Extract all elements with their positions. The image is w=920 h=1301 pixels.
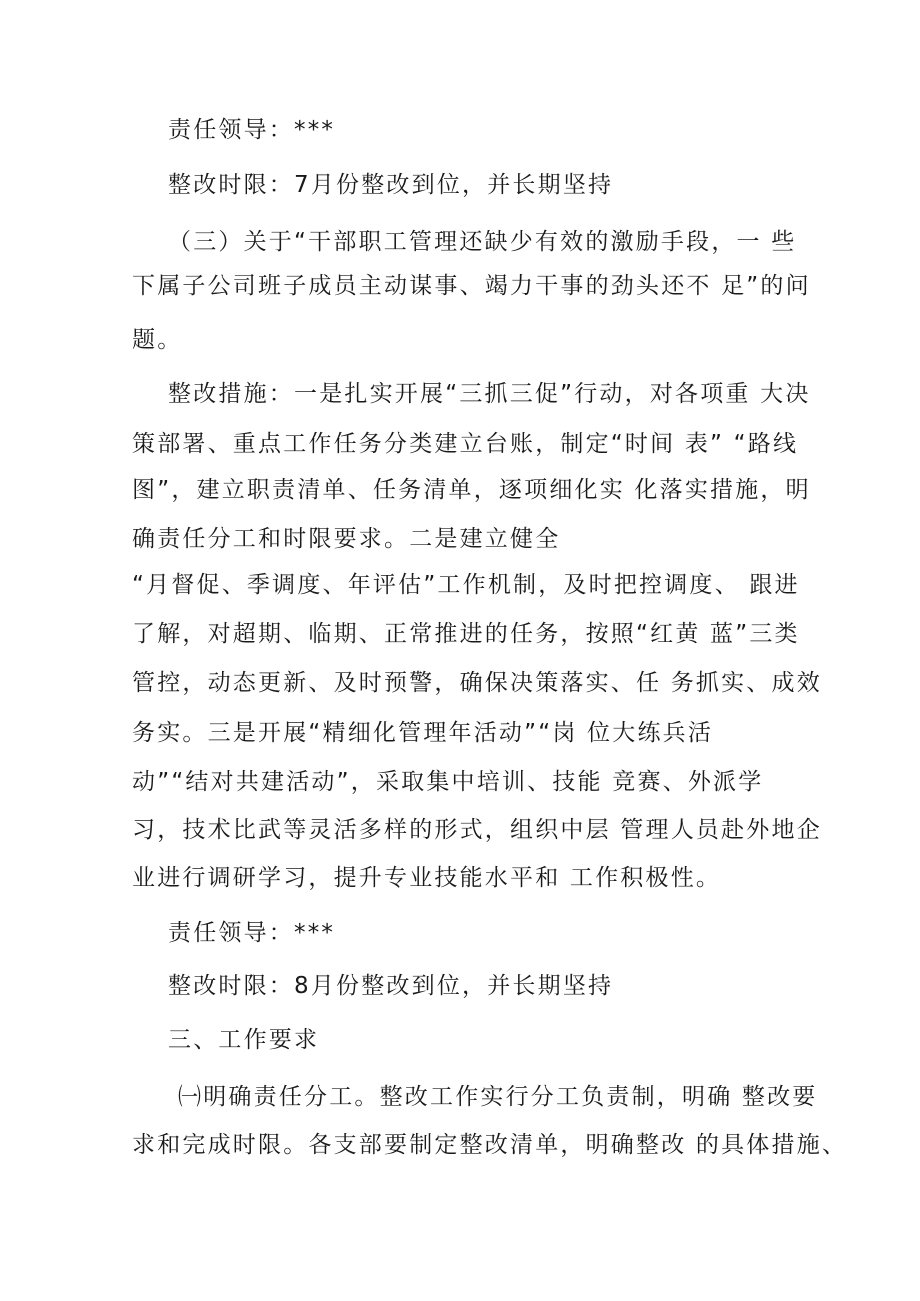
requirements-line-1: ㈠明确责任分工。整改工作实行分工负责制，明确 整改要 bbox=[178, 1084, 818, 1110]
deadline-2: 整改时限：8月份整改到位，并长期坚持 bbox=[168, 973, 614, 999]
measures-line-11: 业进行调研学习，提升专业技能水平和 工作积极性。 bbox=[132, 865, 722, 891]
section-3-heading-line-2: 下属子公司班子成员主动谋事、竭力干事的劲头还不 足”的问 bbox=[132, 273, 811, 299]
measures-line-4: 确责任分工和时限要求。二是建立健全 bbox=[132, 526, 561, 552]
measures-line-8: 务实。三是开展“精细化管理年活动”“岗 位大练兵活 bbox=[132, 720, 714, 746]
measures-line-1: 整改措施：一是扎实开展“三抓三促”行动，对各项重 大决 bbox=[168, 381, 811, 407]
measures-line-9: 动”“结对共建活动”，采取集中培训、技能 竞赛、外派学 bbox=[132, 769, 764, 795]
responsible-leader-1: 责任领导：*** bbox=[168, 117, 336, 143]
measures-line-3: 图”，建立职责清单、任务清单，逐项细化实 化落实措施，明 bbox=[132, 477, 811, 503]
measures-line-5: “月督促、季调度、年评估”工作机制，及时把控调度、 跟进 bbox=[132, 572, 800, 598]
measures-line-6: 了解，对超期、临期、正常推进的任务，按照“红黄 蓝”三类 bbox=[132, 621, 800, 647]
measures-line-2: 策部署、重点工作任务分类建立台账，制定“时间 表” “路线 bbox=[132, 431, 799, 457]
section-three-heading: 三、工作要求 bbox=[168, 1027, 320, 1053]
measures-line-7: 管控，动态更新、及时预警，确保决策落实、任 务抓实、成效 bbox=[132, 670, 822, 696]
measures-line-10: 习，技术比武等灵活多样的形式，组织中层 管理人员赴外地企 bbox=[132, 817, 822, 843]
requirements-line-2: 求和完成时限。各支部要制定整改清单，明确整改 的具体措施、 bbox=[132, 1132, 848, 1158]
section-3-heading-line-3: 题。 bbox=[132, 327, 183, 353]
deadline-1: 整改时限：7月份整改到位，并长期坚持 bbox=[168, 172, 614, 198]
responsible-leader-2: 责任领导：*** bbox=[168, 920, 336, 946]
section-3-heading-line-1: （三）关于“干部职工管理还缺少有效的激励手段，一 些 bbox=[168, 229, 797, 255]
